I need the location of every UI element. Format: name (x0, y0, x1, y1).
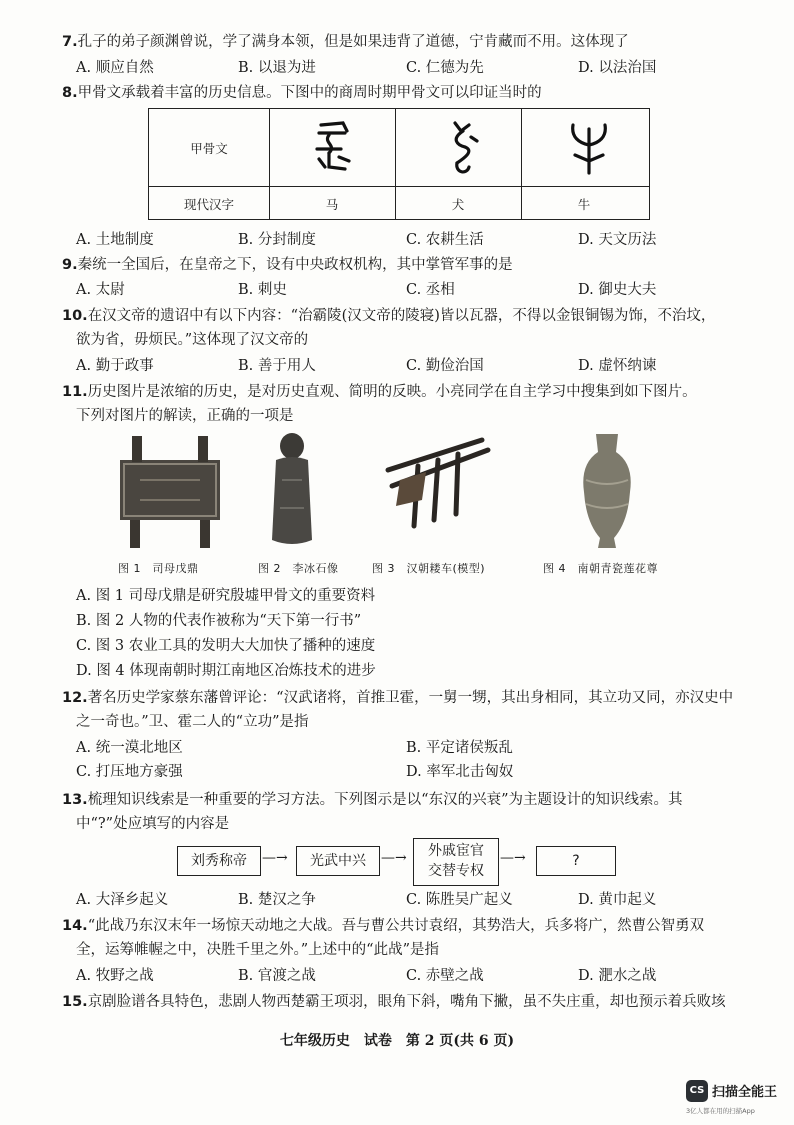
question-number: 7. (62, 34, 78, 50)
option-d[interactable]: D. 天文历法 (578, 232, 657, 248)
option-a[interactable]: A. 大泽乡起义 (76, 892, 169, 908)
option-a[interactable]: A. 太尉 (76, 282, 125, 298)
option-b[interactable]: B. 官渡之战 (238, 968, 316, 984)
question-number: 8. (62, 85, 78, 101)
caption-fig1: 图 1 司母戊鼎 (118, 562, 199, 575)
question-7 (62, 30, 768, 54)
flow-box-3: 外戚宦官 交替专权 (413, 838, 499, 886)
caption-fig3: 图 3 汉朝耧车(模型) (372, 562, 486, 575)
celadon-zun-icon (574, 430, 640, 552)
option-a[interactable]: A. 图 1 司母戊鼎是研究殷墟甲骨文的重要资料 (76, 588, 376, 604)
option-c[interactable]: C. 勤俭治国 (406, 358, 484, 374)
question-text: 孔子的弟子颜渊曾说，学了满身本领，但是如果违背了道德，宁肯藏而不用。这体现了 (77, 34, 629, 50)
modern-char-dog: 犬 (451, 197, 465, 212)
option-c[interactable]: C. 丞相 (406, 282, 455, 298)
question-9 (62, 253, 768, 277)
option-c[interactable]: C. 赤壁之战 (406, 968, 484, 984)
option-d[interactable]: D. 虚怀纳谏 (578, 358, 657, 374)
flow-box-2: 光武中兴 (296, 846, 380, 876)
caption-fig2: 图 2 李冰石像 (258, 562, 339, 575)
arrow-right-icon: —→ (262, 850, 288, 866)
option-d[interactable]: D. 图 4 体现南朝时期江南地区冶炼技术的进步 (76, 663, 376, 679)
camscanner-logo-icon: CS (686, 1080, 708, 1102)
libing-statue-icon (262, 430, 322, 552)
question-text: 在汉文帝的遗诏中有以下内容：“治霸陵(汉文帝的陵寝)皆以瓦器，不得以金银铜锡为饰，不治坟， (87, 308, 716, 324)
option-b[interactable]: B. 刺史 (238, 282, 287, 298)
question-8 (62, 81, 768, 105)
question-number: 14. (62, 918, 88, 934)
question-11 (62, 380, 768, 428)
option-b[interactable]: B. 平定诸侯叛乱 (406, 740, 513, 756)
question-text-cont: 欲为省，毋烦民。”这体现了汉文帝的 (76, 332, 309, 348)
oracle-dog-icon (435, 115, 495, 181)
option-d[interactable]: D. 以法治国 (578, 60, 657, 76)
question-number: 12. (62, 690, 88, 706)
question-number: 15. (62, 994, 88, 1010)
seed-drill-icon (378, 430, 498, 534)
logo-tagline: 3亿人都在用的扫描App (686, 1107, 755, 1115)
option-b[interactable]: B. 图 2 人物的代表作被称为“天下第一行书” (76, 613, 362, 629)
question-text: 京剧脸谱各具特色，悲剧人物西楚霸王项羽，眼角下斜，嘴角下撇，虽不失庄重，却也预示着兵败垓 (87, 994, 726, 1010)
logo-name: 扫描全能王 (712, 1085, 778, 1100)
option-d[interactable]: D. 淝水之战 (578, 968, 657, 984)
question-number: 11. (62, 384, 88, 400)
option-b[interactable]: B. 善于用人 (238, 358, 316, 374)
ding-vessel-icon (110, 430, 230, 550)
oracle-horse-icon (299, 115, 369, 181)
question-text: 著名历史学家蔡东藩曾评论：“汉武诸将，首推卫霍，一舅一甥，其出身相同，其立功又同，亦汉史中 (87, 690, 734, 706)
question-15 (62, 990, 768, 1014)
question-number: 9. (62, 257, 78, 273)
question-10 (62, 304, 768, 352)
option-a[interactable]: A. 牧野之战 (76, 968, 154, 984)
question-14 (62, 914, 768, 962)
option-b[interactable]: B. 分封制度 (238, 232, 316, 248)
modern-char-ox: 牛 (577, 197, 591, 212)
option-b[interactable]: B. 以退为进 (238, 60, 316, 76)
option-c[interactable]: C. 仁德为先 (406, 60, 484, 76)
option-d[interactable]: D. 黄巾起义 (578, 892, 657, 908)
question-12 (62, 686, 768, 734)
option-a[interactable]: A. 顺应自然 (76, 60, 154, 76)
question-text: 梳理知识线索是一种重要的学习方法。下列图示是以“东汉的兴衰”为主题设计的知识线索。其 (87, 792, 683, 808)
question-text: 甲骨文承载着丰富的历史信息。下图中的商周时期甲骨文可以印证当时的 (77, 85, 542, 101)
question-text-cont: 中“?”处应填写的内容是 (76, 816, 230, 832)
flow-box-unknown: ? (536, 846, 616, 876)
oracle-bone-table (148, 108, 650, 220)
option-c[interactable]: C. 图 3 农业工具的发明大大加快了播种的速度 (76, 638, 376, 654)
question-text: 历史图片是浓缩的历史，是对历史直观、简明的反映。小亮同学在自主学习中搜集到如下图片。 (87, 384, 697, 400)
question-text-cont: 之一奇也。”卫、霍二人的“立功”是指 (76, 714, 309, 730)
oracle-ox-icon (559, 115, 619, 181)
arrow-right-icon: —→ (381, 850, 407, 866)
modern-char-horse: 马 (325, 197, 339, 212)
modern-row-label: 现代汉字 (183, 197, 234, 212)
question-number: 13. (62, 792, 88, 808)
option-a[interactable]: A. 统一漠北地区 (76, 740, 183, 756)
flow-box-1: 刘秀称帝 (177, 846, 261, 876)
caption-fig4: 图 4 南朝青瓷莲花尊 (543, 562, 658, 575)
question-text-cont: 下列对图片的解读，正确的一项是 (76, 408, 294, 424)
option-c[interactable]: C. 打压地方豪强 (76, 764, 183, 780)
option-b[interactable]: B. 楚汉之争 (238, 892, 316, 908)
option-d[interactable]: D. 率军北击匈奴 (406, 764, 514, 780)
arrow-right-icon: —→ (500, 850, 526, 866)
question-number: 10. (62, 308, 88, 324)
scanner-watermark (686, 1080, 786, 1116)
question-13 (62, 788, 768, 836)
question-text: 秦统一全国后，在皇帝之下，设有中央政权机构，其中掌管军事的是 (77, 257, 513, 273)
page-footer: 七年级历史 试卷 第 2 页(共 6 页) (279, 1033, 515, 1049)
option-c[interactable]: C. 陈胜吴广起义 (406, 892, 513, 908)
oracle-row-label: 甲骨文 (190, 141, 228, 156)
question-text-cont: 全，运筹帷幄之中，决胜千里之外。”上述中的“此战”是指 (76, 942, 439, 958)
option-a[interactable]: A. 勤于政事 (76, 358, 154, 374)
option-a[interactable]: A. 土地制度 (76, 232, 154, 248)
question-text: “此战乃东汉末年一场惊天动地之大战。吾与曹公共讨袁绍，其势浩大，兵多将广，然曹公智勇双 (87, 918, 705, 934)
option-c[interactable]: C. 农耕生活 (406, 232, 484, 248)
option-d[interactable]: D. 御史大夫 (578, 282, 657, 298)
